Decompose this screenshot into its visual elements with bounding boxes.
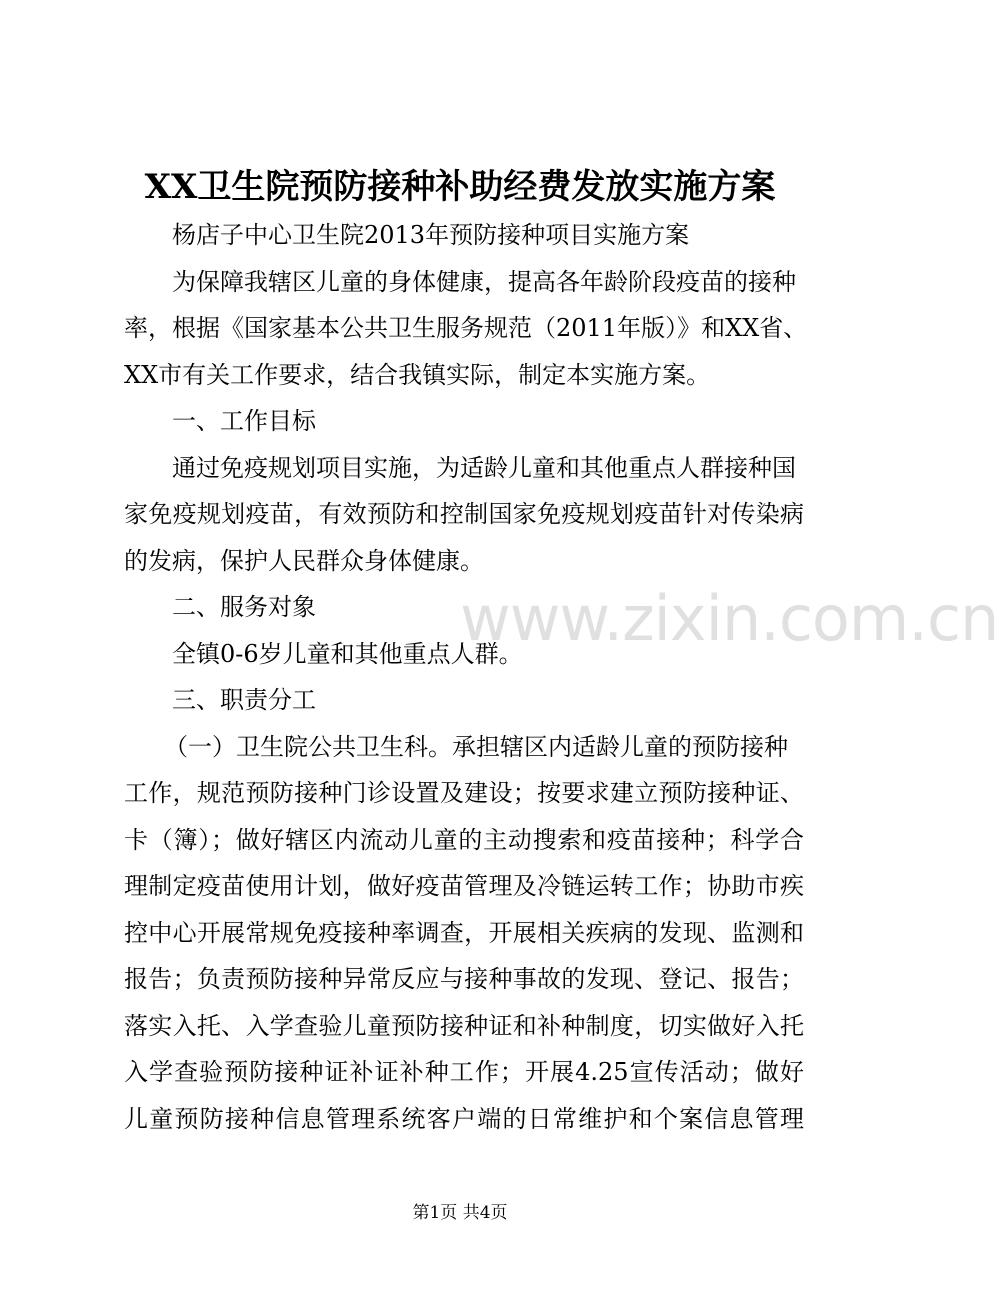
- document-title: XX卫生院预防接种补助经费发放实施方案: [144, 167, 776, 207]
- document-body: [124, 212, 998, 1142]
- paragraph-line: 全镇0-6岁儿童和其他重点人群。: [172, 639, 523, 668]
- section-heading: 三、职责分工: [172, 686, 316, 714]
- paragraph-line: 率，根据《国家基本公共卫生服务规范（2011年版）》和XX省、: [124, 314, 808, 342]
- paragraph-line: 落实入托、入学查验儿童预防接种证和补种制度，切实做好入托: [124, 1011, 804, 1040]
- section-heading: 一、工作目标: [172, 407, 316, 435]
- paragraph-line: 儿童预防接种信息管理系统客户端的日常维护和个案信息管理: [124, 1104, 804, 1133]
- watermark: www.zixin.com.cn: [460, 582, 998, 655]
- paragraph-line: 通过免疫规划项目实施，为适龄儿童和其他重点人群接种国: [172, 453, 796, 482]
- paragraph-line: 的发病，保护人民群众身体健康。: [124, 546, 484, 575]
- paragraph-line: 卡（簿）；做好辖区内流动儿童的主动搜索和疫苗接种；科学合: [124, 825, 804, 854]
- paragraph-line: 为保障我辖区儿童的身体健康，提高各年龄阶段疫苗的接种: [172, 267, 796, 296]
- paragraph-line: 控中心开展常规免疫接种率调查，开展相关疾病的发现、监测和: [124, 918, 804, 947]
- paragraph-line: 报告；负责预防接种异常反应与接种事故的发现、登记、报告；: [124, 965, 804, 993]
- paragraph-line: 理制定疫苗使用计划，做好疫苗管理及冷链运转工作；协助市疾: [124, 872, 804, 900]
- page-footer: 第1页 共4页: [412, 1203, 508, 1223]
- paragraph-line: 工作，规范预防接种门诊设置及建设；按要求建立预防接种证、: [124, 779, 804, 807]
- paragraph-line: 入学查验预防接种证补证补种工作；开展4.25宣传活动；做好: [124, 1058, 804, 1086]
- paragraph-line: 杨店子中心卫生院2013年预防接种项目实施方案: [172, 221, 690, 249]
- paragraph-line: （一）卫生院公共卫生科。承担辖区内适龄儿童的预防接种: [164, 732, 788, 761]
- paragraph-line: 家免疫规划疫苗，有效预防和控制国家免疫规划疫苗针对传染病: [124, 500, 804, 528]
- section-heading: 二、服务对象: [172, 593, 316, 621]
- paragraph-line: XX市有关工作要求，结合我镇实际，制定本实施方案。: [124, 360, 711, 389]
